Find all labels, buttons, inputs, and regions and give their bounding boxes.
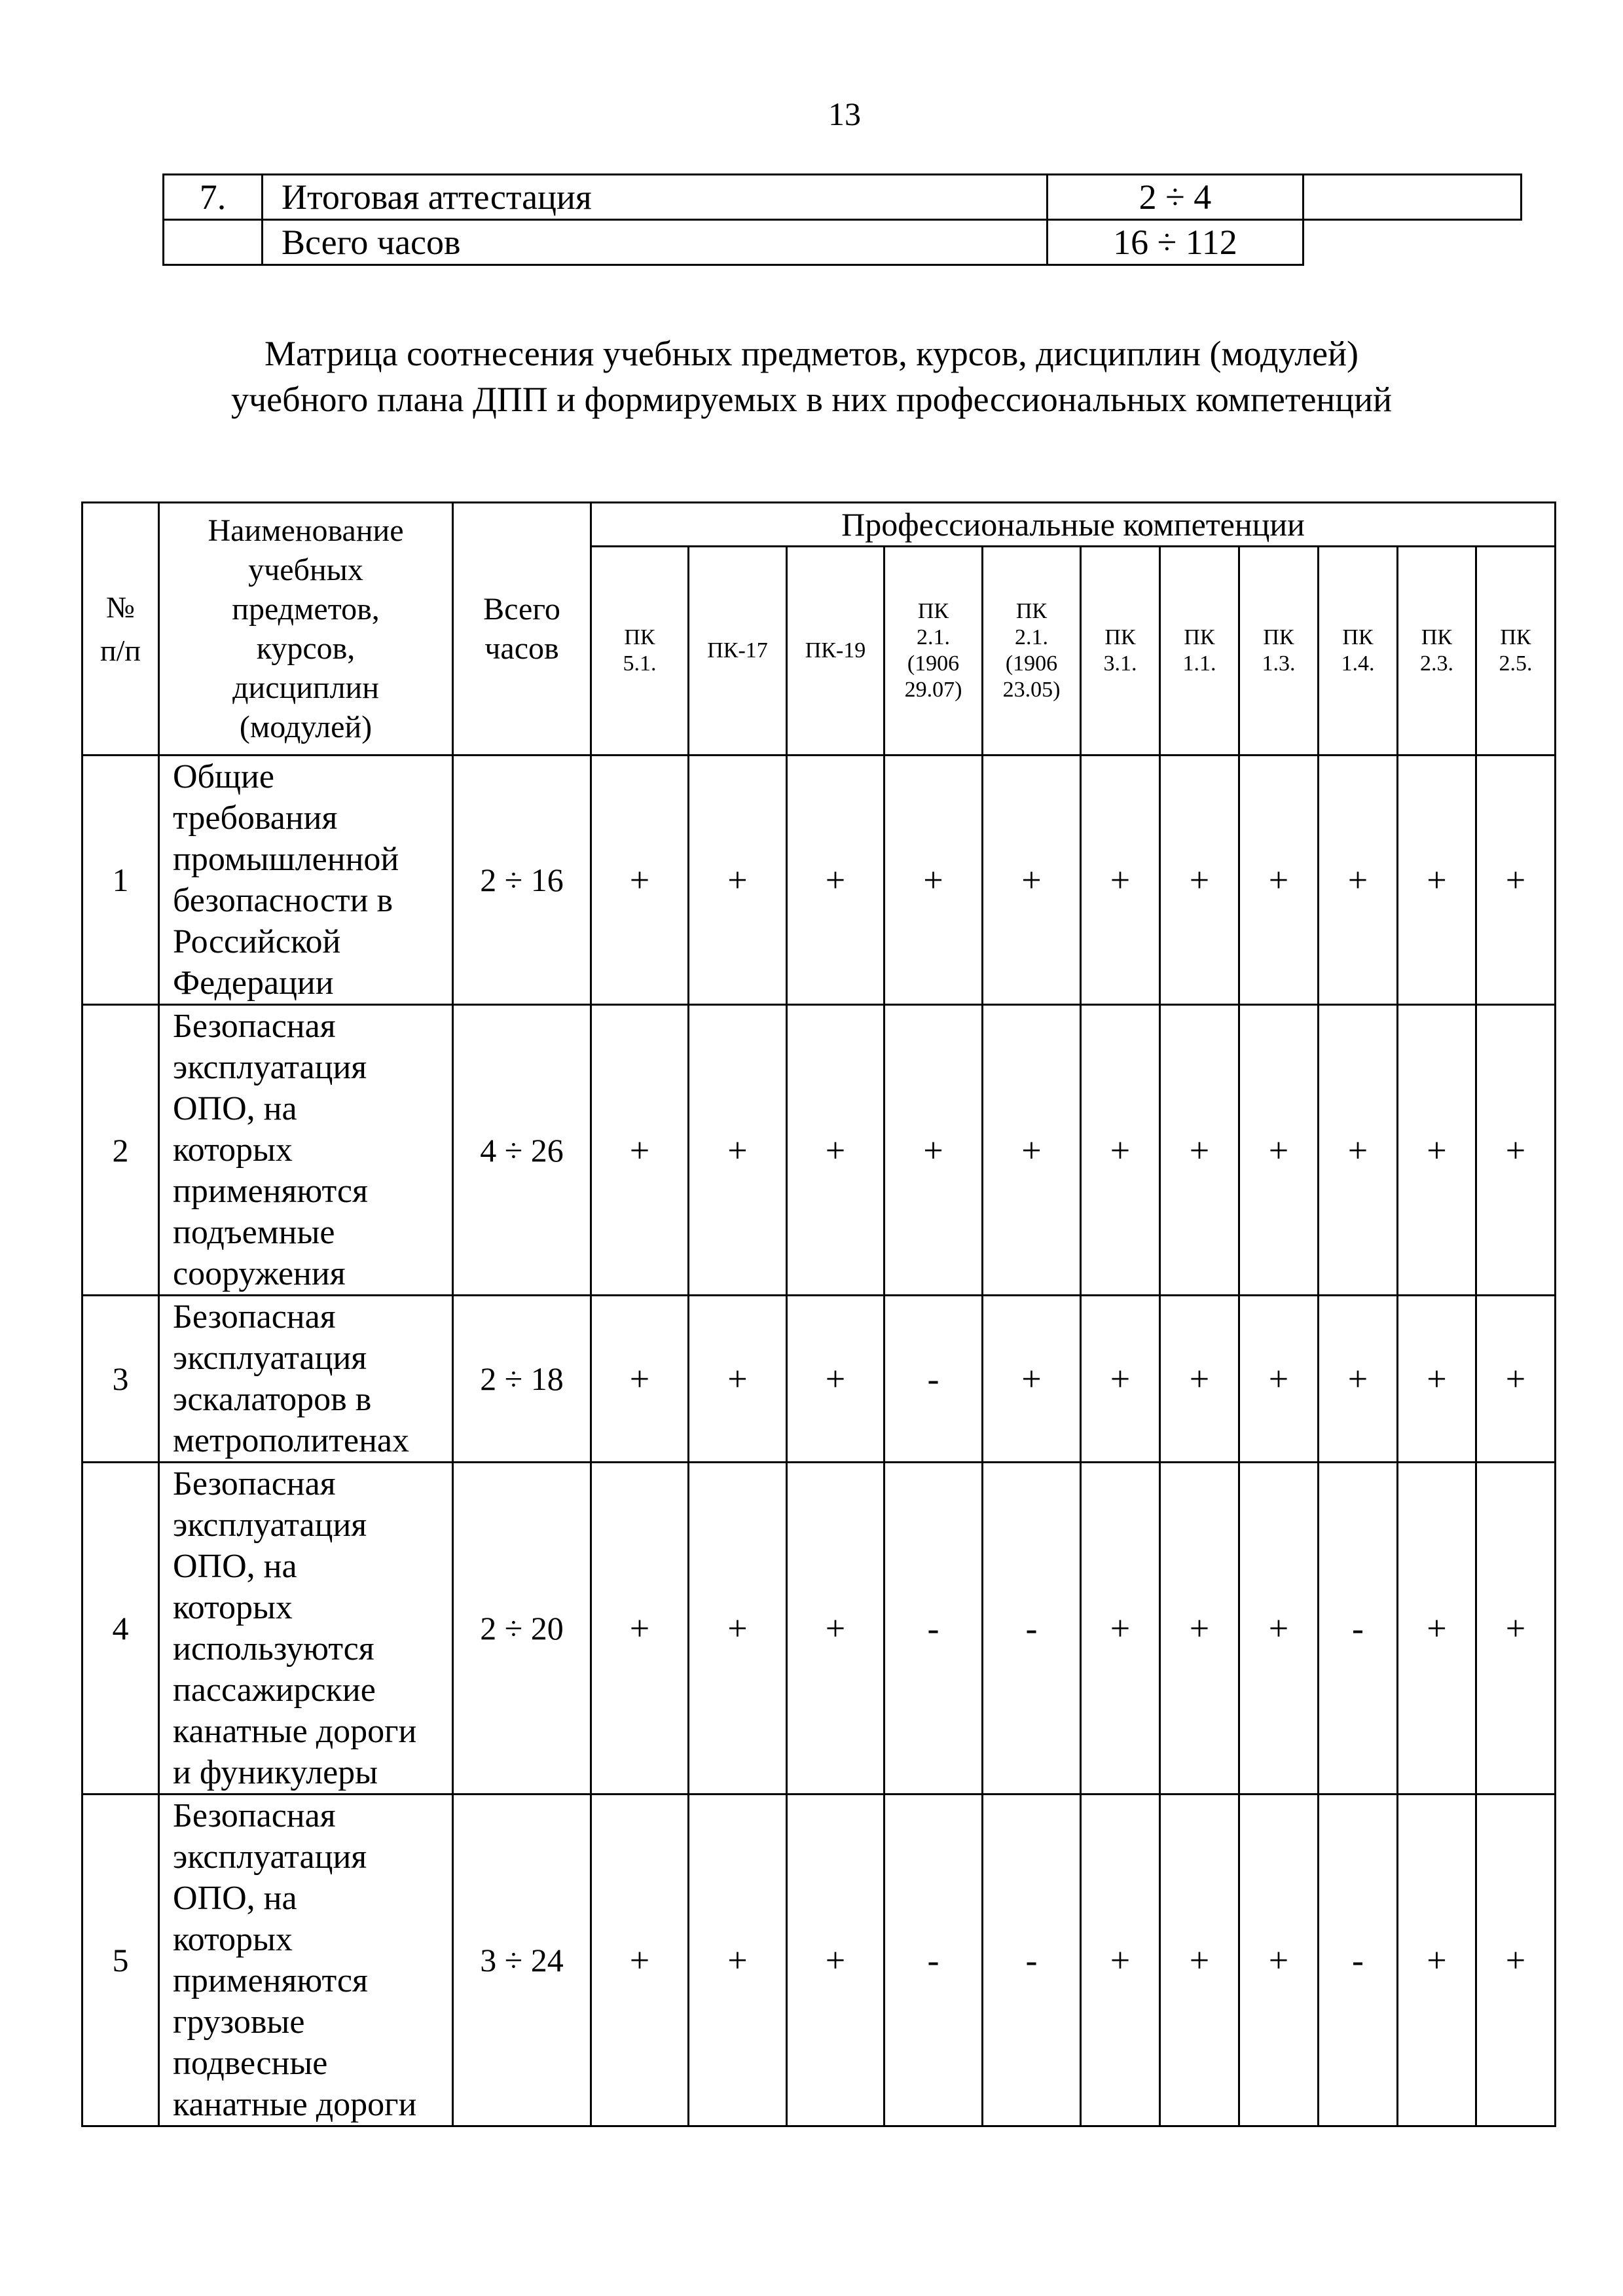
subject-name-line: ОПО, на [173, 1548, 297, 1585]
competency-mark: - [884, 1296, 983, 1463]
page-number: 13 [828, 96, 861, 132]
table-row [82, 1005, 1556, 1296]
competency-label-line: ПК [1104, 625, 1136, 649]
competency-label-line: 2.5. [1499, 651, 1533, 676]
header-competency [689, 547, 787, 756]
competency-mark: + [1160, 1296, 1239, 1463]
competency-mark: + [1081, 1795, 1160, 2126]
competency-label-line: ПК-17 [707, 638, 768, 663]
header-line: дисциплин [232, 670, 379, 705]
competency-mark: + [689, 1463, 787, 1795]
row-number: 1 [82, 756, 159, 1005]
header-line: предметов, [232, 591, 380, 627]
row-number: 3 [82, 1296, 159, 1463]
competency-mark: + [1476, 1296, 1556, 1463]
competency-label-line: (1906 [1005, 651, 1058, 676]
competency-mark: + [689, 1005, 787, 1296]
header-competency [1319, 547, 1398, 756]
competency-label-line: ПК [917, 599, 949, 623]
subject-name-line: пассажирские [173, 1671, 376, 1709]
subject-name-line: применяются [173, 1173, 368, 1210]
competency-mark: - [884, 1795, 983, 2126]
competency-mark: + [1160, 1005, 1239, 1296]
competency-mark: + [1398, 756, 1476, 1005]
competency-mark: + [1239, 1296, 1319, 1463]
competency-mark: + [1476, 756, 1556, 1005]
subject-name-line: Российской [173, 923, 341, 960]
subject-name-line: Безопасная [173, 1298, 336, 1336]
competency-label-line: 23.05) [1002, 678, 1061, 702]
subject-name-line: которых [173, 1921, 293, 1958]
competency-mark: + [1398, 1463, 1476, 1795]
header-competency [884, 547, 983, 756]
row-subject-name [159, 1296, 453, 1463]
competency-mark: - [983, 1463, 1081, 1795]
competency-label-line: 1.1. [1182, 651, 1216, 676]
subject-name-line: эксплуатация [173, 1838, 367, 1876]
table-row [164, 220, 1522, 265]
subject-name-line: эксплуатация [173, 1049, 367, 1086]
competency-mark: + [1081, 1005, 1160, 1296]
row-total-hours: 2 ÷ 20 [453, 1463, 591, 1795]
row-name: Всего часов [263, 220, 1048, 265]
subject-name-line: подъемные [173, 1214, 335, 1251]
title-line: учебного плана ДПП и формируемых в них профессиональных компетенций [230, 380, 1393, 419]
competency-label-line: ПК [1015, 599, 1048, 623]
subject-name-line: метрополитенах [173, 1422, 409, 1459]
empty-cell [1304, 220, 1522, 265]
competency-mark: + [1239, 1005, 1319, 1296]
header-competency [983, 547, 1081, 756]
competency-mark: + [1398, 1795, 1476, 2126]
competency-label-line: 3.1. [1103, 651, 1137, 676]
subject-name-line: промышленной [173, 841, 399, 878]
competency-mark: + [689, 1795, 787, 2126]
competency-label-line: 2.1. [917, 625, 950, 649]
subject-name-line: применяются [173, 1962, 368, 1999]
competency-mark: + [787, 1795, 884, 2126]
row-total-hours: 3 ÷ 24 [453, 1795, 591, 2126]
header-competency [1081, 547, 1160, 756]
competency-mark: + [1239, 756, 1319, 1005]
subject-name-line: эксплуатация [173, 1339, 367, 1377]
competency-mark: + [689, 1296, 787, 1463]
row-name: Итоговая аттестация [263, 175, 1048, 220]
competency-label-line: 5.1. [623, 651, 657, 676]
subject-name-line: которых [173, 1131, 293, 1169]
header-number-abbr: п/п [100, 633, 141, 667]
competency-label-line: (1906 [907, 651, 960, 676]
row-subject-name [159, 1005, 453, 1296]
row-subject-name [159, 1795, 453, 2126]
header-competency [591, 547, 689, 756]
competency-label-line: 29.07) [904, 678, 962, 702]
competency-mark: + [1398, 1005, 1476, 1296]
competency-label-line: ПК [1342, 625, 1374, 649]
header-line: (модулей) [239, 709, 373, 744]
competency-mark: + [884, 1005, 983, 1296]
row-number: 4 [82, 1463, 159, 1795]
subject-name-line: эксплуатация [173, 1506, 367, 1544]
subject-name-line: Общие [173, 758, 274, 795]
competency-mark: - [983, 1795, 1081, 2126]
header-line: Всего [483, 591, 560, 627]
row-hours: 16 ÷ 112 [1048, 220, 1304, 265]
row-total-hours: 4 ÷ 26 [453, 1005, 591, 1296]
competency-label-line: ПК [1421, 625, 1453, 649]
competency-mark: + [884, 756, 983, 1005]
competency-mark: + [787, 1463, 884, 1795]
row-subject-name [159, 756, 453, 1005]
competency-mark: + [1319, 1005, 1398, 1296]
header-subject-name [159, 503, 453, 756]
subject-name-line: канатные дороги [173, 2086, 417, 2123]
table-row [82, 1795, 1556, 2126]
row-number: 5 [82, 1795, 159, 2126]
row-total-hours: 2 ÷ 16 [453, 756, 591, 1005]
competency-mark: + [1476, 1005, 1556, 1296]
subject-name-line: подвесные [173, 2045, 328, 2082]
competency-mark: + [1319, 1296, 1398, 1463]
header-total-hours [453, 503, 591, 756]
table-row [82, 1463, 1556, 1795]
row-number: 2 [82, 1005, 159, 1296]
competency-mark: - [1319, 1795, 1398, 2126]
header-competency [1476, 547, 1556, 756]
header-line: часов [484, 630, 559, 666]
matrix-title [0, 331, 1623, 422]
competency-mark: + [1398, 1296, 1476, 1463]
subject-name-line: грузовые [173, 2003, 305, 2041]
competency-mark: + [1160, 1463, 1239, 1795]
subject-name-line: канатные дороги [173, 1713, 417, 1750]
header-number [82, 503, 159, 756]
competency-mark: + [1476, 1463, 1556, 1795]
header-line: курсов, [256, 630, 356, 666]
subject-name-line: используются [173, 1630, 374, 1667]
competency-mark: + [591, 1463, 689, 1795]
subject-name-line: Безопасная [173, 1008, 336, 1045]
competency-mark: + [787, 1296, 884, 1463]
competency-label-line: 1.4. [1341, 651, 1375, 676]
competency-mark: - [884, 1463, 983, 1795]
subject-name-line: которых [173, 1589, 293, 1626]
competency-label-line: 1.3. [1262, 651, 1296, 676]
competency-mark: + [1081, 1296, 1160, 1463]
table-row [82, 1296, 1556, 1463]
competency-mark: + [1160, 1795, 1239, 2126]
competency-label-line: ПК [1263, 625, 1294, 649]
header-competency [787, 547, 884, 756]
header-competency [1239, 547, 1319, 756]
subject-name-line: ОПО, на [173, 1090, 297, 1127]
competency-mark: + [689, 756, 787, 1005]
hours-summary-table [162, 173, 1522, 266]
competency-label-line: ПК [1184, 625, 1215, 649]
row-hours: 2 ÷ 4 [1048, 175, 1304, 220]
competency-matrix-table [81, 501, 1556, 2127]
competency-mark: - [1319, 1463, 1398, 1795]
competency-mark: + [591, 1296, 689, 1463]
row-subject-name [159, 1463, 453, 1795]
title-line: Матрица соотнесения учебных предметов, курсов, дисциплин (модулей) [264, 334, 1359, 373]
competency-mark: + [1081, 1463, 1160, 1795]
header-row [82, 503, 1556, 547]
competency-mark: + [1319, 756, 1398, 1005]
subject-name-line: эскалаторов в [173, 1381, 372, 1418]
competency-mark: + [591, 756, 689, 1005]
competency-mark: + [591, 1795, 689, 2126]
header-line: Наименование [208, 513, 404, 548]
header-line: учебных [248, 552, 363, 587]
competency-label-line: ПК-19 [805, 638, 866, 663]
competency-label-line: 2.3. [1420, 651, 1453, 676]
competency-label-line: ПК [1500, 625, 1531, 649]
subject-name-line: Безопасная [173, 1797, 336, 1834]
subject-name-line: Федерации [173, 964, 334, 1002]
header-number-symbol: № [106, 590, 135, 624]
competency-mark: + [1476, 1795, 1556, 2126]
competency-mark: + [591, 1005, 689, 1296]
table-row [164, 175, 1522, 220]
subject-name-line: требования [173, 799, 338, 837]
header-competency [1398, 547, 1476, 756]
subject-name-line: и фуникулеры [173, 1754, 378, 1791]
competency-label-line: ПК [624, 625, 655, 649]
row-number: 7. [164, 175, 263, 220]
subject-name-line: безопасности в [173, 882, 393, 919]
competency-label-line: 2.1. [1015, 625, 1048, 649]
competency-mark: + [983, 1005, 1081, 1296]
row-total-hours: 2 ÷ 18 [453, 1296, 591, 1463]
competency-mark: + [1081, 756, 1160, 1005]
competency-mark: + [1239, 1463, 1319, 1795]
subject-name-line: ОПО, на [173, 1880, 297, 1917]
competency-mark: + [1160, 756, 1239, 1005]
table-row [82, 756, 1556, 1005]
competency-mark: + [983, 756, 1081, 1005]
empty-cell [1304, 175, 1522, 220]
subject-name-line: Безопасная [173, 1465, 336, 1503]
header-competency [1160, 547, 1239, 756]
competency-mark: + [787, 1005, 884, 1296]
subject-name-line: сооружения [173, 1255, 346, 1292]
competency-mark: + [983, 1296, 1081, 1463]
row-number [164, 220, 263, 265]
header-competencies-group: Профессиональные компетенции [591, 503, 1556, 547]
competency-mark: + [787, 756, 884, 1005]
competency-mark: + [1239, 1795, 1319, 2126]
